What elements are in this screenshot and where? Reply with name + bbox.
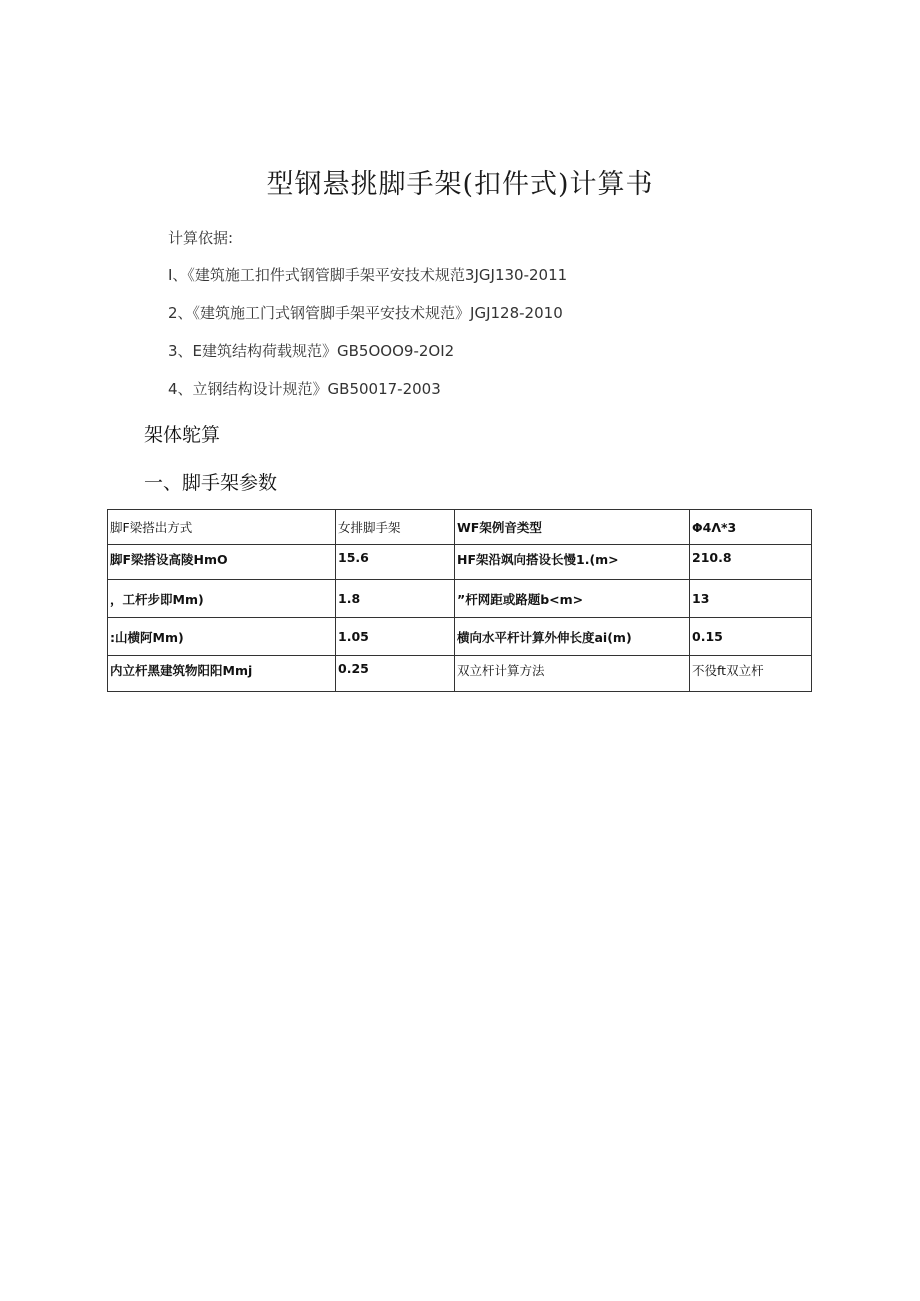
table-cell: 双立杆计算方法 bbox=[455, 656, 690, 692]
table-cell: 0.25 bbox=[336, 656, 455, 692]
table-cell: 不役ft双立杆 bbox=[690, 656, 812, 692]
section-heading-scaffold-params: 一、脚手架参数 bbox=[144, 472, 278, 494]
basis-heading: 计算依据: bbox=[168, 229, 234, 247]
table-cell: :山横阿Mm) bbox=[108, 618, 336, 656]
table-cell: 横向水平杆计算外伸长度ai(m) bbox=[455, 618, 690, 656]
basis-item-4: 4、立钢结构设计规范》GB50017-2003 bbox=[168, 380, 441, 398]
table-cell: Φ4Λ*3 bbox=[690, 510, 812, 545]
scaffold-params-table bbox=[107, 509, 812, 692]
table-cell: 0.15 bbox=[690, 618, 812, 656]
table-cell: 210.8 bbox=[690, 545, 812, 580]
table-row bbox=[108, 580, 812, 618]
table-row bbox=[108, 510, 812, 545]
table-row bbox=[108, 656, 812, 692]
table-cell: 脚F梁搭设高陵HmO bbox=[108, 545, 336, 580]
table-cell: 1.8 bbox=[336, 580, 455, 618]
table-cell: 女排脚手架 bbox=[336, 510, 455, 545]
table-cell: 脚F梁搭岀方式 bbox=[108, 510, 336, 545]
table-cell: 1.05 bbox=[336, 618, 455, 656]
table-cell: ”杆网距或路题b<m> bbox=[455, 580, 690, 618]
table-cell: HF架沿飒向搭设长慢1.(m> bbox=[455, 545, 690, 580]
document-title: 型钢悬挑脚手架(扣件式)计算书 bbox=[266, 169, 654, 200]
table-cell: 13 bbox=[690, 580, 812, 618]
basis-item-3: 3、E建筑结构荷载规范》GB5OOO9-2OI2 bbox=[168, 342, 455, 360]
table-row bbox=[108, 618, 812, 656]
section-heading-frame-check: 架体鸵算 bbox=[144, 424, 221, 446]
table-cell: WF架例音类型 bbox=[455, 510, 690, 545]
basis-item-2: 2、《建筑施工门式钢管脚手架平安技术规范》JGJ128-2010 bbox=[168, 304, 563, 322]
table-row bbox=[108, 545, 812, 580]
basis-item-1: I、《建筑施工扣件式钢管脚手架平安技术规范3JGJ130-2011 bbox=[168, 266, 568, 284]
table-cell: 15.6 bbox=[336, 545, 455, 580]
table-cell: ，工杆步即Mm) bbox=[108, 580, 336, 618]
table-cell: 内立杆黑建筑物阳阳Mmj bbox=[108, 656, 336, 692]
